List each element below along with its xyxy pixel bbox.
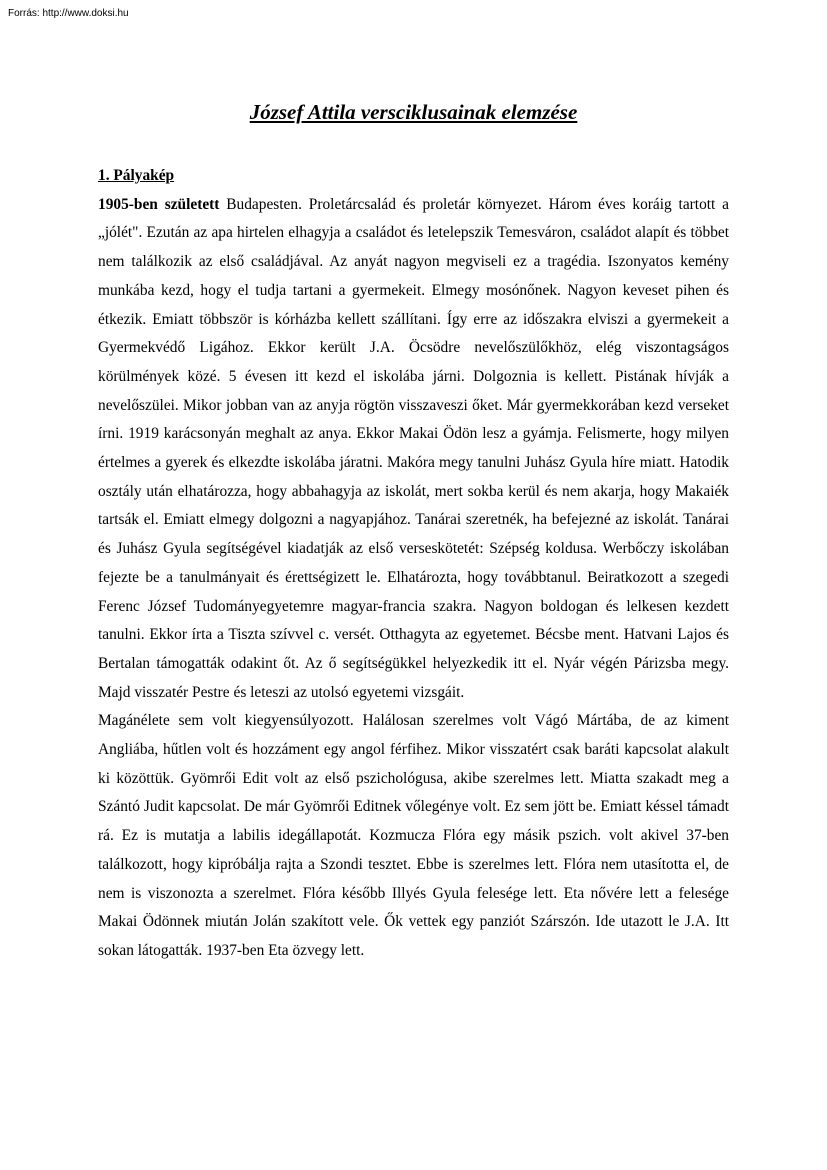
paragraph-lead: 1905-ben született xyxy=(98,195,220,213)
source-url: Forrás: http://www.doksi.hu xyxy=(8,8,129,19)
section-heading: 1. Pályakép xyxy=(98,167,175,184)
document-body xyxy=(98,162,729,966)
paragraph-2: Magánélete sem volt kiegyensúlyozott. Halálosan szerelmes volt Vágó Mártába, de az kiment Angliába, hűtlen volt és hozzáment egy angol férfihez. Mikor visszatért csak baráti kapcsolat alakult ki közöttük. Gyömrői Edit volt az első pszichológusa, akibe szerelmes lett. Miatta szakadt meg a Szántó Judit kapcsolat. De már Gyömrői Editnek vőlegénye volt. Ez sem jött be. Emiatt késsel támadt rá. Ez is mutatja a labilis idegállapotát. Kozmucza Flóra egy másik pszich. volt akivel 37-ben találkozott, hogy kipróbálja rajta a Szondi tesztet. Ebbe is szerelmes lett. Flóra nem utasította el, de nem is viszonozta a szerelmet. Flóra később Illyés Gyula felesége lett. Eta nővére lett a felesége Makai Ödönnek miután Jolán szakított vele. Ők vettek egy panziót Szárszón. Ide utazott le J.A. Itt sokan látogatták. 1937-ben Eta özvegy lett. xyxy=(98,712,729,959)
page-title: József Attila versciklusainak elemzése xyxy=(249,100,578,124)
paragraph-1-text: Budapesten. Proletárcsalád és proletár környezet. Három éves koráig tartott a „jólét". Ezután az apa hirtelen elhagyja a családot és letelepszik Temesváron, családot alapít és többet nem találkozik az első családjával. Az anyát nagyon megviseli ez a tragédia. Iszonyatos kemény munkába kezd, hogy el tudja tartani a gyermekeit. Elmegy mosónőnek. Nagyon keveset pihen és étkezik. Emiatt többször is kórházba kellett szállítani. Így erre az időszakra elviszi a gyermekeit a Gyermekvédő Ligához. Ekkor került J.A. Öcsödre nevelőszülőkhöz, elég viszontagságos körülmények közé. 5 évesen itt kezd el iskolába járni. Dolgoznia is kellett. Pistának hívják a nevelőszülei. Mikor jobban van az anyja rögtön visszaveszi őket. Már gyermekkorában kezd verseket írni. 1919 karácsonyán meghalt az anya. Ekkor Makai Ödön lesz a gyámja. Felismerte, hogy milyen értelmes a gyerek és elkezdte iskolába járatni. Makóra megy tanulni Juhász Gyula híre miatt. Hatodik osztály után elhatározza, hogy abbahagyja az iskolát, mert sokba kerül és nem akarja, hogy Makaiék tartsák el. Emiatt elmegy dolgozni a nagyapjához. Tanárai szeretnék, ha befejezné az iskolát. Tanárai és Juhász Gyula segítségével kiadatják az első verseskötetét: Szépség koldusa. Werbőczy iskolában fejezte be a tanulmányait és érettségizett le. Elhatározta, hogy továbbtanul. Beiratkozott a szegedi Ferenc József Tudományegyetemre magyar-francia szakra. Nagyon boldogan és lelkesen kezdett tanulni. Ekkor írta a Tiszta szívvel c. versét. Otthagyta az egyetemet. Bécsbe ment. Hatvani Lajos és Bertalan támogatták odakint őt. Az ő segítségükkel helyezkedik itt el. Nyár végén Párizsba megy. Majd visszatér Pestre és leteszi az utolsó egyetemi vizsgáit. xyxy=(98,195,729,701)
paragraph-1 xyxy=(98,191,729,708)
